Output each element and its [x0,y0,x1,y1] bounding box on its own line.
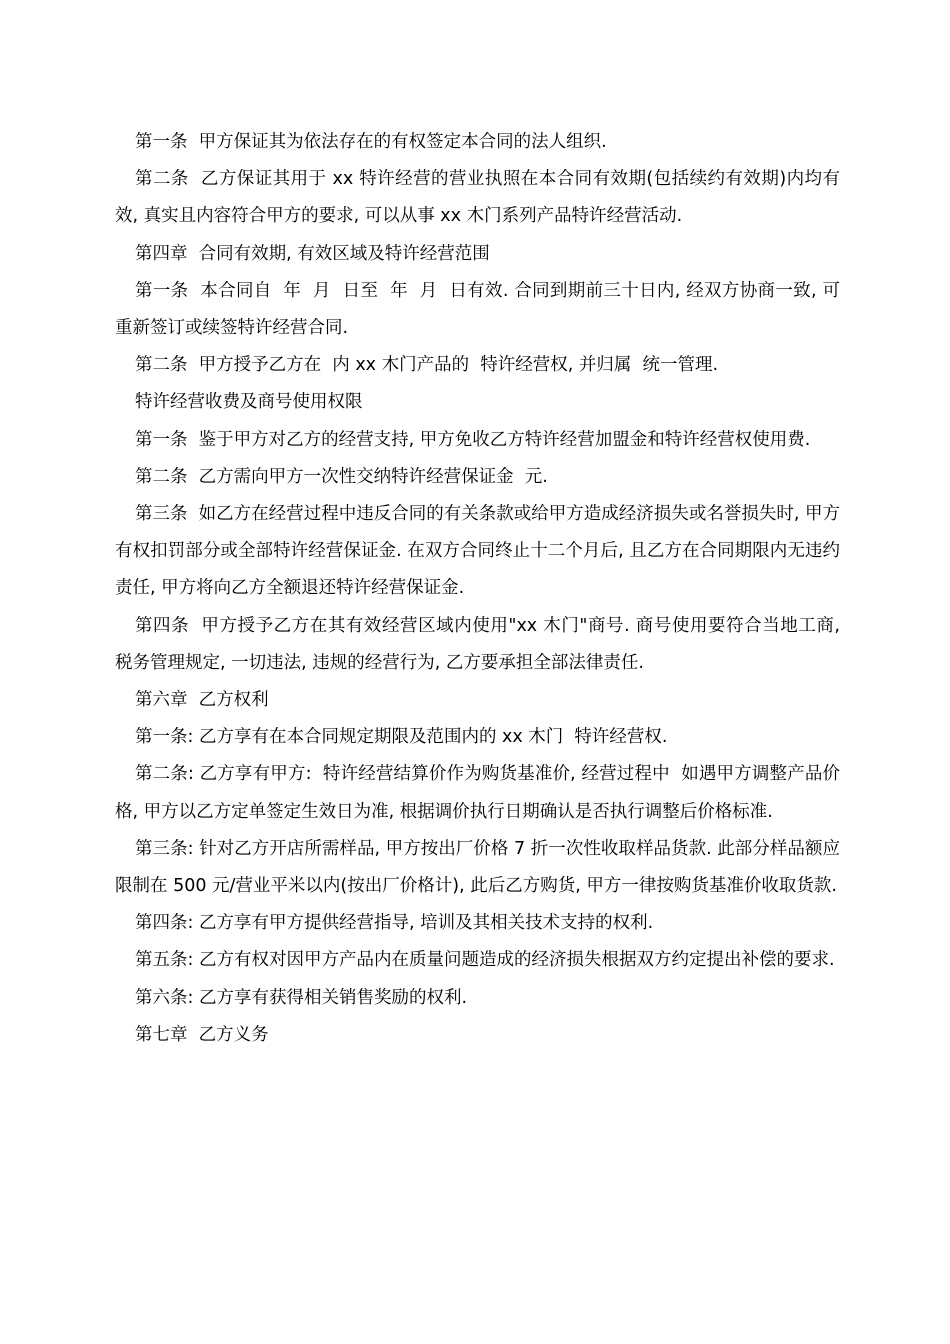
clause-paragraph: 第一条: 乙方享有在本合同规定期限及范围内的 xx 木门 特许经营权. [135,727,668,748]
clause-paragraph: 第二条 乙方需向甲方一次性交纳特许经营保证金 元. [135,466,548,487]
chapter-heading: 第四章 合同有效期, 有效区域及特许经营范围 [135,243,490,264]
clause-paragraph: 第三条: 针对乙方开店所需样品, 甲方按出厂价格 7 折一次性收取样品货款. 此部分样品额应限制在 500 元/营业平米以内(按出厂价格计), 此后乙方购货, 甲方一律按购货基准价收取货款. [115,838,840,897]
clause-paragraph: 第一条 甲方保证其为依法存在的有权签定本合同的法人组织. [135,132,607,152]
clause-paragraph: 第四条: 乙方享有甲方提供经营指导, 培训及其相关技术支持的权利. [135,913,654,934]
clause-paragraph: 第六条: 乙方享有获得相关销售奖励的权利. [135,987,468,1008]
clause-paragraph: 第四条 甲方授予乙方在其有效经营区域内使用"xx 木门"商号. 商号使用要符合当地工商, 税务管理规定, 一切违法, 违规的经营行为, 乙方要承担全部法律责任. [115,615,846,673]
clause-paragraph: 第二条: 乙方享有甲方: 特许经营结算价作为购货基准价, 经营过程中 如遇甲方调整产品价格, 甲方以乙方定单签定生效日为准, 根据调价执行日期确认是否执行调整后价格标准. [115,764,840,822]
clause-paragraph: 第二条 甲方授予乙方在 内 xx 木门产品的 特许经营权, 并归属 统一管理. [135,355,719,376]
chapter-heading: 第七章 乙方义务 [135,1024,269,1045]
chapter-heading: 第六章 乙方权利 [135,690,269,711]
document-body [115,124,846,1054]
section-heading: 特许经营收费及商号使用权限 [135,392,363,413]
clause-paragraph: 第二条 乙方保证其用于 xx 特许经营的营业执照在本合同有效期(包括续约有效期)内均有效, 真实且内容符合甲方的要求, 可以从事 xx 木门系列产品特许经营活动. [115,169,840,227]
clause-paragraph: 第一条 本合同自 年 月 日至 年 月 日有效. 合同到期前三十日内, 经双方协商一致, 可重新签订或续签特许经营合同. [115,280,840,339]
clause-paragraph: 第一条 鉴于甲方对乙方的经营支持, 甲方免收乙方特许经营加盟金和特许经营权使用费. [135,429,811,450]
clause-paragraph: 第三条 如乙方在经营过程中违反合同的有关条款或给甲方造成经济损失或名誉损失时, 甲方有权扣罚部分或全部特许经营保证金. 在双方合同终止十二个月后, 且乙方在合同期限内无违约责任, 甲方将向乙方全额退还特许经营保证金. [115,504,840,599]
clause-paragraph: 第五条: 乙方有权对因甲方产品内在质量问题造成的经济损失根据双方约定提出补偿的要求. [135,950,835,971]
